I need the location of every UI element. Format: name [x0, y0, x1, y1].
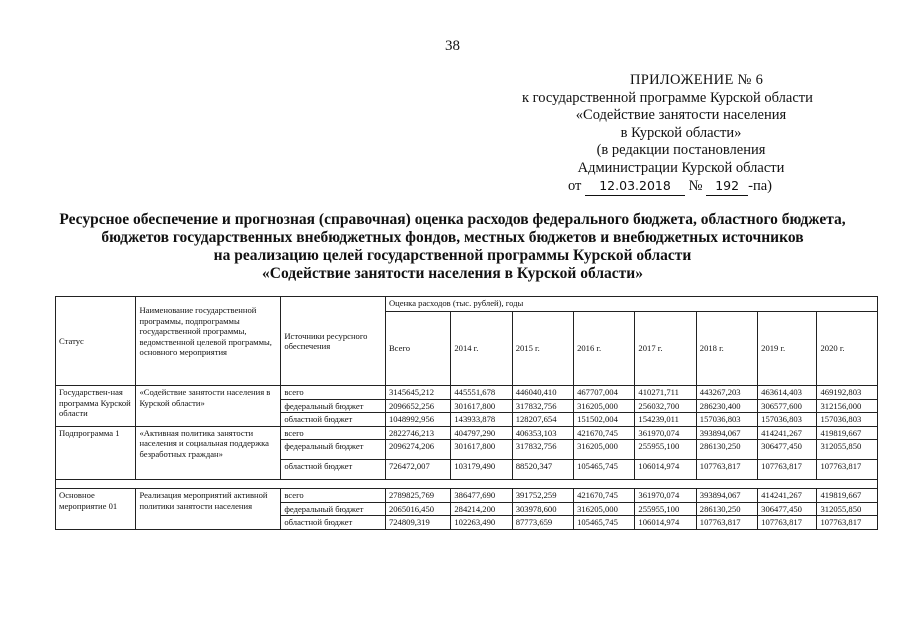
- value-cell: 105465,745: [574, 516, 635, 530]
- value-cell: 306477,450: [758, 502, 817, 516]
- appendix-line-2: к государственной программе Курской области: [522, 89, 813, 106]
- source-cell: федеральный бюджет: [281, 440, 386, 460]
- table-row: [56, 426, 878, 440]
- date-value: 12.03.2018: [585, 177, 685, 196]
- status-cell: Основное мероприятие 01: [56, 489, 136, 530]
- value-cell: 467707,004: [574, 386, 635, 400]
- value-cell: 316205,000: [574, 440, 635, 460]
- value-cell: 107763,817: [696, 460, 757, 480]
- value-cell: 317832,756: [512, 440, 573, 460]
- value-cell: 301617,800: [451, 440, 512, 460]
- value-cell: 1048992,956: [385, 413, 450, 427]
- value-cell: 106014,974: [635, 460, 696, 480]
- value-cell: 469192,803: [817, 386, 878, 400]
- source-cell: областной бюджет: [281, 413, 386, 427]
- date-suffix: -па): [748, 178, 772, 194]
- appendix-block: [520, 72, 905, 196]
- value-cell: 286130,250: [696, 440, 757, 460]
- header-year-2015: 2015 г.: [512, 312, 573, 386]
- value-cell: 107763,817: [817, 460, 878, 480]
- value-cell: 421670,745: [574, 426, 635, 440]
- value-cell: 445551,678: [451, 386, 512, 400]
- value-cell: 107763,817: [758, 460, 817, 480]
- program-name-cell: «Содействие занятости населения в Курской области»: [136, 386, 281, 427]
- value-cell: 255955,100: [635, 440, 696, 460]
- appendix-line-4: в Курской области»: [620, 124, 742, 141]
- value-cell: 312156,000: [817, 399, 878, 413]
- value-cell: 2789825,769: [385, 489, 450, 503]
- value-cell: 306477,450: [758, 440, 817, 460]
- budget-table: [55, 296, 878, 530]
- value-cell: 3145645,212: [385, 386, 450, 400]
- source-cell: областной бюджет: [281, 460, 386, 480]
- value-cell: 105465,745: [574, 460, 635, 480]
- value-cell: 312055,850: [817, 440, 878, 460]
- value-cell: 312055,850: [817, 502, 878, 516]
- header-year-2016: 2016 г.: [574, 312, 635, 386]
- source-cell: областной бюджет: [281, 516, 386, 530]
- appendix-line-6: Администрации Курской области: [577, 159, 785, 176]
- value-cell: 386477,690: [451, 489, 512, 503]
- status-cell: Подпрограмма 1: [56, 426, 136, 480]
- budget-table-body: [56, 386, 878, 530]
- value-cell: 128207,654: [512, 413, 573, 427]
- value-cell: 414241,267: [758, 489, 817, 503]
- value-cell: 107763,817: [758, 516, 817, 530]
- date-prefix: от: [568, 178, 582, 194]
- table-row: [56, 489, 878, 503]
- value-cell: 724809,319: [385, 516, 450, 530]
- appendix-line-1: ПРИЛОЖЕНИЕ № 6: [630, 72, 764, 88]
- value-cell: 143933,878: [451, 413, 512, 427]
- value-cell: 361970,074: [635, 426, 696, 440]
- source-cell: федеральный бюджет: [281, 399, 386, 413]
- source-cell: федеральный бюджет: [281, 502, 386, 516]
- value-cell: 157036,803: [817, 413, 878, 427]
- title-line-4: «Содействие занятости населения в Курской области»: [262, 265, 643, 282]
- value-cell: 157036,803: [758, 413, 817, 427]
- value-cell: 393894,067: [696, 489, 757, 503]
- value-cell: 2096652,256: [385, 399, 450, 413]
- value-cell: 2065016,450: [385, 502, 450, 516]
- value-cell: 107763,817: [817, 516, 878, 530]
- value-cell: 87773,659: [512, 516, 573, 530]
- header-year-2014: 2014 г.: [451, 312, 512, 386]
- spacer-cell: [56, 480, 878, 489]
- value-cell: 303978,600: [512, 502, 573, 516]
- value-cell: 286230,400: [696, 399, 757, 413]
- value-cell: 316205,000: [574, 399, 635, 413]
- value-cell: 463614,403: [758, 386, 817, 400]
- value-cell: 316205,000: [574, 502, 635, 516]
- program-name-cell: «Активная политика занятости населения и социальная поддержка безработных граждан»: [136, 426, 281, 480]
- value-cell: 154239,011: [635, 413, 696, 427]
- spacer-row: [56, 480, 878, 489]
- value-cell: 404797,290: [451, 426, 512, 440]
- value-cell: 317832,756: [512, 399, 573, 413]
- source-cell: всего: [281, 386, 386, 400]
- value-cell: 446040,410: [512, 386, 573, 400]
- appendix-line-3: «Содействие занятости населения: [575, 107, 787, 123]
- value-cell: 410271,711: [635, 386, 696, 400]
- title-line-3: на реализацию целей государственной программы Курской области: [213, 247, 692, 264]
- value-cell: 284214,200: [451, 502, 512, 516]
- program-name-cell: Реализация мероприятий активной политики занятости населения: [136, 489, 281, 530]
- value-cell: 419819,667: [817, 426, 878, 440]
- value-cell: 2096274,206: [385, 440, 450, 460]
- value-cell: 391752,259: [512, 489, 573, 503]
- number-sign: №: [688, 178, 703, 194]
- header-estimate: Оценка расходов (тыс. рублей), годы: [385, 297, 877, 312]
- value-cell: 726472,007: [385, 460, 450, 480]
- value-cell: 419819,667: [817, 489, 878, 503]
- header-year-2018: 2018 г.: [696, 312, 757, 386]
- value-cell: 107763,817: [696, 516, 757, 530]
- value-cell: 102263,490: [451, 516, 512, 530]
- value-cell: 286130,250: [696, 502, 757, 516]
- value-cell: 301617,800: [451, 399, 512, 413]
- header-source: Источники ресурсного обеспечения: [281, 297, 386, 386]
- header-year-2019: 2019 г.: [758, 312, 817, 386]
- header-year-2020: 2020 г.: [817, 312, 878, 386]
- page-number: 38: [445, 38, 460, 54]
- value-cell: 157036,803: [696, 413, 757, 427]
- value-cell: 421670,745: [574, 489, 635, 503]
- source-cell: всего: [281, 489, 386, 503]
- value-cell: 414241,267: [758, 426, 817, 440]
- value-cell: 256032,700: [635, 399, 696, 413]
- source-cell: всего: [281, 426, 386, 440]
- number-value: 192: [706, 177, 748, 196]
- value-cell: 306577,600: [758, 399, 817, 413]
- document-title: [0, 211, 905, 283]
- value-cell: 106014,974: [635, 516, 696, 530]
- status-cell: Государствен-ная программа Курской области: [56, 386, 136, 427]
- value-cell: 255955,100: [635, 502, 696, 516]
- value-cell: 406353,103: [512, 426, 573, 440]
- header-status: Статус: [56, 297, 136, 386]
- value-cell: 393894,067: [696, 426, 757, 440]
- appendix-date-row: [568, 177, 905, 196]
- value-cell: 103179,490: [451, 460, 512, 480]
- header-year-total: Всего: [385, 312, 450, 386]
- value-cell: 151502,004: [574, 413, 635, 427]
- table-row: [56, 386, 878, 400]
- value-cell: 361970,074: [635, 489, 696, 503]
- appendix-line-5: (в редакции постановления: [596, 142, 766, 158]
- value-cell: 443267,203: [696, 386, 757, 400]
- value-cell: 2822746,213: [385, 426, 450, 440]
- header-year-2017: 2017 г.: [635, 312, 696, 386]
- title-line-2: бюджетов государственных внебюджетных фондов, местных бюджетов и внебюджетных источников: [101, 229, 804, 246]
- header-name: Наименование государственной программы, подпрограммы государственной программы, ведомственной целевой программы, основного мероприятия: [136, 297, 281, 386]
- value-cell: 88520,347: [512, 460, 573, 480]
- title-line-1: Ресурсное обеспечение и прогнозная (справочная) оценка расходов федерального бюджета, областного бюджета,: [59, 211, 846, 228]
